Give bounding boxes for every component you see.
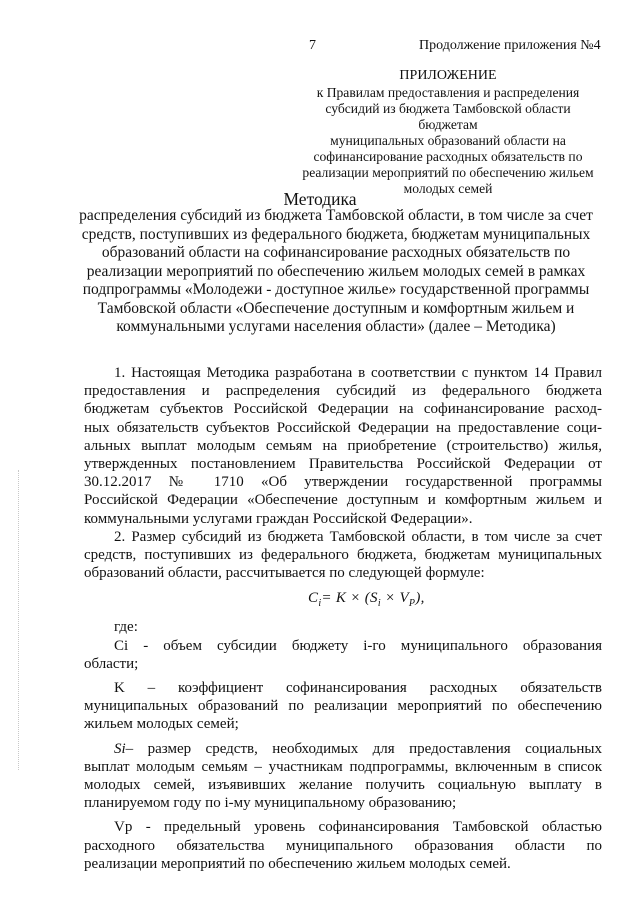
- annex-line: муниципальных образований области на: [330, 133, 566, 148]
- text-line: Ci - объем субсидии бюджету i-го муниципального образования: [114, 637, 602, 654]
- text-line: предоставления и распределения субсидий из федерального бюджета: [84, 383, 602, 400]
- text-line: альных выплат молодым семьям на приобретение (строительство) жилья,: [84, 437, 602, 454]
- formula-end: ),: [415, 590, 425, 606]
- subsidy-formula: [308, 590, 425, 609]
- annex-line: реализации мероприятий по обеспечению жильем: [302, 165, 594, 180]
- text-line: 1. Настоящая Методика разработана в соответствии с пунктом 14 Правил: [114, 365, 602, 381]
- annex-block: [296, 68, 600, 197]
- methodology-subtitle: [68, 207, 604, 337]
- subtitle-line: средств, поступивших из федерального бюджета, бюджетам муниципальных: [81, 225, 591, 243]
- text-line: K – коэффициент софинансирования расходных обязательств: [114, 680, 602, 697]
- paragraph-si: [84, 740, 602, 813]
- text-line: бюджетам субъектов Российской Федерации на софинансирование расход-: [84, 401, 602, 418]
- text-line: планируемом году по i-му муниципальному образованию;: [84, 795, 457, 812]
- subtitle-line: распределения субсидий из бюджета Тамбовской области, в том числе за счет: [79, 207, 593, 224]
- text-line: [84, 740, 602, 758]
- where-label: где:: [114, 619, 138, 636]
- subtitle-line: реализации мероприятий по обеспечению жильем молодых семей в рамках: [86, 262, 586, 280]
- text-line: муниципальных образований по реализации мероприятий по обеспечению: [84, 698, 602, 715]
- subtitle-line: образований области на софинансирование расходных обязательств по: [101, 244, 571, 261]
- page-number: 7: [309, 38, 316, 53]
- formula-v-sub: P: [408, 598, 416, 609]
- formula-lhs: C: [308, 590, 319, 606]
- paragraph-vp: [84, 818, 602, 873]
- annex-line: молодых семей: [403, 181, 493, 196]
- text-line: утвержденных постановлением Правительства Российской Федерации от: [84, 456, 602, 473]
- text-line: Vp - предельный уровень софинансирования Тамбовской областью: [114, 819, 602, 836]
- subtitle-line: коммунальными услугами населения области» (далее – Методика): [116, 318, 556, 335]
- text-line: области;: [84, 655, 139, 672]
- formula-s: S: [370, 590, 378, 606]
- scan-fold-mark: [18, 470, 20, 770]
- text-line: 2. Размер субсидий из бюджета Тамбовской области, в том числе за счет: [114, 528, 602, 545]
- text-line: 30.12.2017 № 1710 «Об утверждении государственной программы: [84, 474, 602, 491]
- text-line: средств, поступивших из федерального бюджета, бюджетам муниципальных: [84, 547, 602, 564]
- annex-line: софинансирование расходных обязательств по: [313, 149, 583, 164]
- formula-lhs-sub: i: [318, 598, 322, 609]
- paragraph-where: [84, 618, 602, 636]
- subtitle-line: подпрограммы «Молодежи - доступное жилье» государственной программы: [82, 281, 590, 298]
- subtitle-line: Тамбовской области «Обеспечение доступным и комфортным жильем и: [97, 299, 575, 317]
- formula-s-sub: i: [377, 598, 381, 609]
- text-line: расходного обязательства муниципального образования области по: [84, 837, 602, 854]
- formula-eq: = K × (: [321, 590, 371, 606]
- annex-title: ПРИЛОЖЕНИЕ: [399, 68, 497, 83]
- continuation-note: Продолжение приложения №4: [419, 38, 601, 53]
- text-line: выплат молодым семьям – участникам подпрограммы, включенным в список: [84, 758, 602, 775]
- si-text: – размер средств, необходимых для предоставления социальных: [125, 740, 602, 757]
- paragraph-1: [84, 364, 602, 528]
- text-line: Российской Федерации «Обеспечение доступным и комфортным жильем и: [84, 492, 602, 509]
- text-line: реализации мероприятий по обеспечению жильем молодых семей.: [84, 855, 511, 872]
- text-line: ных обязательств субъектов Российской Федерации на предоставление соци-: [84, 419, 602, 436]
- methodology-title: Методика: [283, 189, 357, 209]
- text-line: жильем молодых семей;: [84, 716, 239, 733]
- paragraph-ci: [84, 637, 602, 673]
- document-body: [84, 364, 602, 873]
- annex-line: к Правилам предоставления и распределения: [316, 85, 580, 100]
- formula-times: × V: [380, 590, 409, 606]
- text-line: молодых семей, изъявивших желание получить социальную выплату в: [84, 777, 602, 794]
- paragraph-2: [84, 528, 602, 583]
- annex-line: субсидий из бюджета Тамбовской области бюджетам: [325, 101, 571, 132]
- si-symbol: Si: [114, 740, 126, 757]
- text-line: образований области, рассчитывается по следующей формуле:: [84, 565, 485, 582]
- text-line: коммунальными услугами граждан Российской Федерации».: [84, 510, 473, 527]
- paragraph-k: [84, 679, 602, 734]
